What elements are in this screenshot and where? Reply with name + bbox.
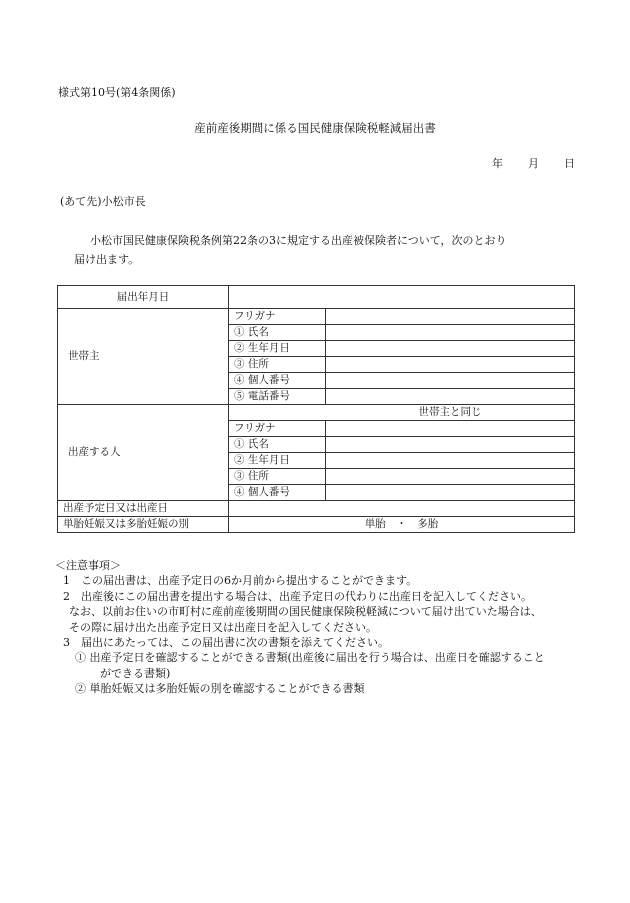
birth-person-address-label: ③ 住所 [229,469,326,485]
householder-furigana-field[interactable] [326,309,575,325]
notes-section [55,558,595,697]
birth-person-number-field[interactable] [326,485,575,501]
table-row [58,405,575,421]
birth-person-name-label: ① 氏名 [229,437,326,453]
same-as-householder-option[interactable]: 世帯主と同じ [229,405,575,421]
birth-person-number-label: ④ 個人番号 [229,485,326,501]
page-title: 産前産後期間に係る国民健康保険税軽減届出書 [194,121,436,135]
birth-person-birthdate-label: ② 生年月日 [229,453,326,469]
intro-line-2: 届け出ます。 [74,253,140,266]
due-date-field[interactable] [229,501,575,517]
application-form-table [57,285,575,533]
intro-line-1: 小松市国民健康保険税条例第22条の3に規定する出産被保険者について，次のとおり [90,234,507,247]
householder-name-field[interactable] [326,325,575,341]
note-item-3-sub-1: ① 出産予定日を確認することができる書類(出産後に届出を行う場合は、出産日を確認すること [75,651,545,665]
date-month-label: 月 [528,157,539,170]
intro-text [60,231,580,269]
householder-label: 世帯主 [58,309,229,405]
note-item-1: 1 この届出書は、出産予定日の6か月前から提出することができます。 [63,574,418,588]
note-item-2-continued: なお、以前お住いの市町村に産前産後期間の国民健康保険税軽減について届け出ていた場合は、 [69,605,542,619]
householder-furigana-label: フリガナ [229,309,326,325]
householder-number-label: ④ 個人番号 [229,373,326,389]
birth-person-address-field[interactable] [326,469,575,485]
householder-birthdate-label: ② 生年月日 [229,341,326,357]
due-date-label: 出産予定日又は出産日 [58,501,229,517]
table-row [58,517,575,533]
submission-date-field[interactable] [229,286,575,309]
note-item-2: 2 出産後にこの届出書を提出する場合は、出産予定日の代わりに出産日を記入してください。 [63,589,532,603]
birth-person-label: 出産する人 [58,405,229,501]
householder-address-field[interactable] [326,357,575,373]
table-row [58,286,575,309]
pregnancy-type-options[interactable]: 単胎 ・ 多胎 [229,517,575,533]
householder-address-label: ③ 住所 [229,357,326,373]
addressee: (あて先)小松市長 [60,195,146,208]
householder-phone-field[interactable] [326,389,575,405]
submission-date-label: 届出年月日 [58,286,229,309]
note-item-3-sub-1-continued: ができる書類) [100,666,171,680]
note-item-3: 3 届出にあたっては、この届出書に次の書類を添えてください。 [63,636,389,650]
table-row [58,309,575,325]
birth-person-furigana-field[interactable] [326,421,575,437]
notes-heading: ＜注意事項＞ [55,559,121,572]
note-item-3-sub-2: ② 単胎妊娠又は多胎妊娠の別を確認することができる書類 [75,682,365,696]
note-item-2-continued-2: その際に届け出た出産予定日又は出産日を記入してください。 [69,620,377,634]
householder-phone-label: ⑤ 電話番号 [229,389,326,405]
date-day-label: 日 [564,157,575,170]
birth-person-name-field[interactable] [326,437,575,453]
householder-birthdate-field[interactable] [326,341,575,357]
date-year-label: 年 [492,157,503,170]
form-number: 様式第10号(第4条関係) [58,86,176,99]
birth-person-birthdate-field[interactable] [326,453,575,469]
pregnancy-type-label: 単胎妊娠又は多胎妊娠の別 [58,517,229,533]
table-row [58,501,575,517]
birth-person-furigana-label: フリガナ [229,421,326,437]
householder-name-label: ① 氏名 [229,325,326,341]
householder-number-field[interactable] [326,373,575,389]
